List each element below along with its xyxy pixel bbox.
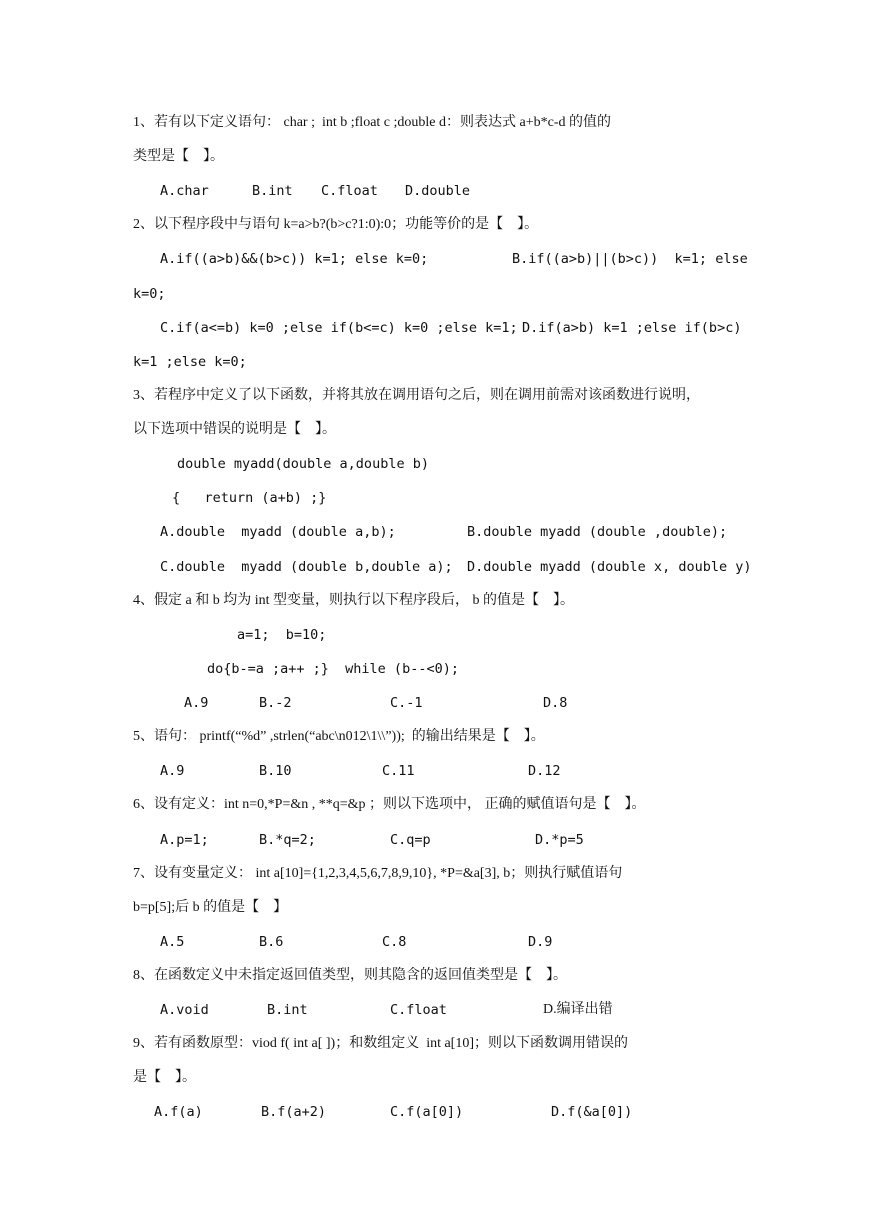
question-8-option-b: B.int bbox=[267, 1002, 308, 1018]
question-2-option-c: C.if(a<=b) k=0 ;else if(b<=c) k=0 ;else k=1; bbox=[160, 320, 518, 336]
question-9-option-b: B.f(a+2) bbox=[261, 1104, 327, 1120]
question-3-option-d: D.double myadd (double x, double y) bbox=[467, 559, 752, 575]
question-3-stem-line-1: 3、若程序中定义了以下函数，并将其放在调用语句之后，则在调用前需对该函数进行说明， bbox=[133, 388, 700, 403]
question-3-code-line-1: double myadd(double a,double b) bbox=[177, 456, 429, 472]
question-7-option-b: B.6 bbox=[259, 934, 284, 950]
question-4-option-a: A.9 bbox=[184, 695, 209, 711]
question-9-option-d: D.f(&a[0]) bbox=[551, 1104, 633, 1120]
question-5-option-d: D.12 bbox=[528, 763, 561, 779]
question-7-option-c: C.8 bbox=[382, 934, 407, 950]
question-5-option-c: C.11 bbox=[382, 763, 415, 779]
question-9-stem-line-2: 是【 】。 bbox=[133, 1070, 196, 1085]
question-8-option-c: C.float bbox=[390, 1002, 447, 1018]
question-2-option-b-wrap: k=0; bbox=[133, 286, 166, 302]
question-4-option-c: C.-1 bbox=[390, 695, 423, 711]
question-8-option-d: D.编译出错 bbox=[543, 1002, 613, 1017]
question-6-option-d: D.*p=5 bbox=[535, 832, 584, 848]
question-1-option-a: A.char bbox=[160, 183, 209, 199]
question-8-option-a: A.void bbox=[160, 1002, 209, 1018]
question-7-stem-line-2: b=p[5];后 b 的值是【 】 bbox=[133, 900, 288, 915]
question-4-option-d: D.8 bbox=[543, 695, 568, 711]
question-7-option-a: A.5 bbox=[160, 934, 185, 950]
question-5-option-b: B.10 bbox=[259, 763, 292, 779]
question-2-option-b: B.if((a>b)||(b>c)) k=1; else bbox=[512, 251, 748, 267]
question-6-option-c: C.q=p bbox=[390, 832, 431, 848]
question-1-option-c: C.float bbox=[321, 183, 378, 199]
question-5-option-a: A.9 bbox=[160, 763, 185, 779]
question-3-option-c: C.double myadd (double b,double a); bbox=[160, 559, 453, 575]
question-2-option-a: A.if((a>b)&&(b>c)) k=1; else k=0; bbox=[160, 251, 429, 267]
question-1-option-d: D.double bbox=[405, 183, 471, 199]
question-3-option-a: A.double myadd (double a,b); bbox=[160, 524, 396, 540]
question-4-option-b: B.-2 bbox=[259, 695, 292, 711]
question-1-stem-line-2: 类型是【 】。 bbox=[133, 149, 224, 164]
question-2-option-d-wrap: k=1 ;else k=0; bbox=[133, 354, 247, 370]
question-1-option-b: B.int bbox=[252, 183, 293, 199]
question-1-stem-line-1: 1、若有以下定义语句： char ; int b ;float c ;double d：则表达式 a+b*c-d 的值的 bbox=[133, 115, 611, 130]
question-4-stem: 4、假定 a 和 b 均为 int 型变量，则执行以下程序段后， b 的值是【 】。 bbox=[133, 593, 574, 608]
question-9-option-a: A.f(a) bbox=[154, 1104, 203, 1120]
question-3-stem-line-2: 以下选项中错误的说明是【 】。 bbox=[133, 422, 336, 437]
question-7-stem-line-1: 7、设有变量定义： int a[10]={1,2,3,4,5,6,7,8,9,10}, *P=&a[3], b；则执行赋值语句 bbox=[133, 866, 623, 881]
question-4-code-line-2: do{b-=a ;a++ ;} while (b--<0); bbox=[207, 661, 459, 677]
question-9-option-c: C.f(a[0]) bbox=[390, 1104, 464, 1120]
question-3-option-b: B.double myadd (double ,double); bbox=[467, 524, 728, 540]
question-2-option-d: D.if(a>b) k=1 ;else if(b>c) bbox=[522, 320, 742, 336]
question-5-stem: 5、语句： printf(“%d” ,strlen(“abc\n012\1\\”)); 的输出结果是【 】。 bbox=[133, 729, 545, 744]
question-6-option-b: B.*q=2; bbox=[259, 832, 316, 848]
question-9-stem-line-1: 9、若有函数原型：viod f( int a[ ])；和数组定义 int a[10]；则以下函数调用错误的 bbox=[133, 1036, 629, 1051]
question-7-option-d: D.9 bbox=[528, 934, 553, 950]
question-6-option-a: A.p=1; bbox=[160, 832, 209, 848]
question-4-code-line-1: a=1; b=10; bbox=[237, 627, 327, 643]
question-2-stem: 2、以下程序段中与语句 k=a>b?(b>c?1:0):0；功能等价的是【 】。 bbox=[133, 217, 539, 232]
question-8-stem: 8、在函数定义中未指定返回值类型，则其隐含的返回值类型是【 】。 bbox=[133, 968, 567, 983]
question-6-stem: 6、设有定义：int n=0,*P=&n , **q=&p ；则以下选项中， 正确的赋值语句是【 】。 bbox=[133, 797, 646, 812]
question-3-code-line-2: { return (a+b) ;} bbox=[172, 490, 327, 506]
